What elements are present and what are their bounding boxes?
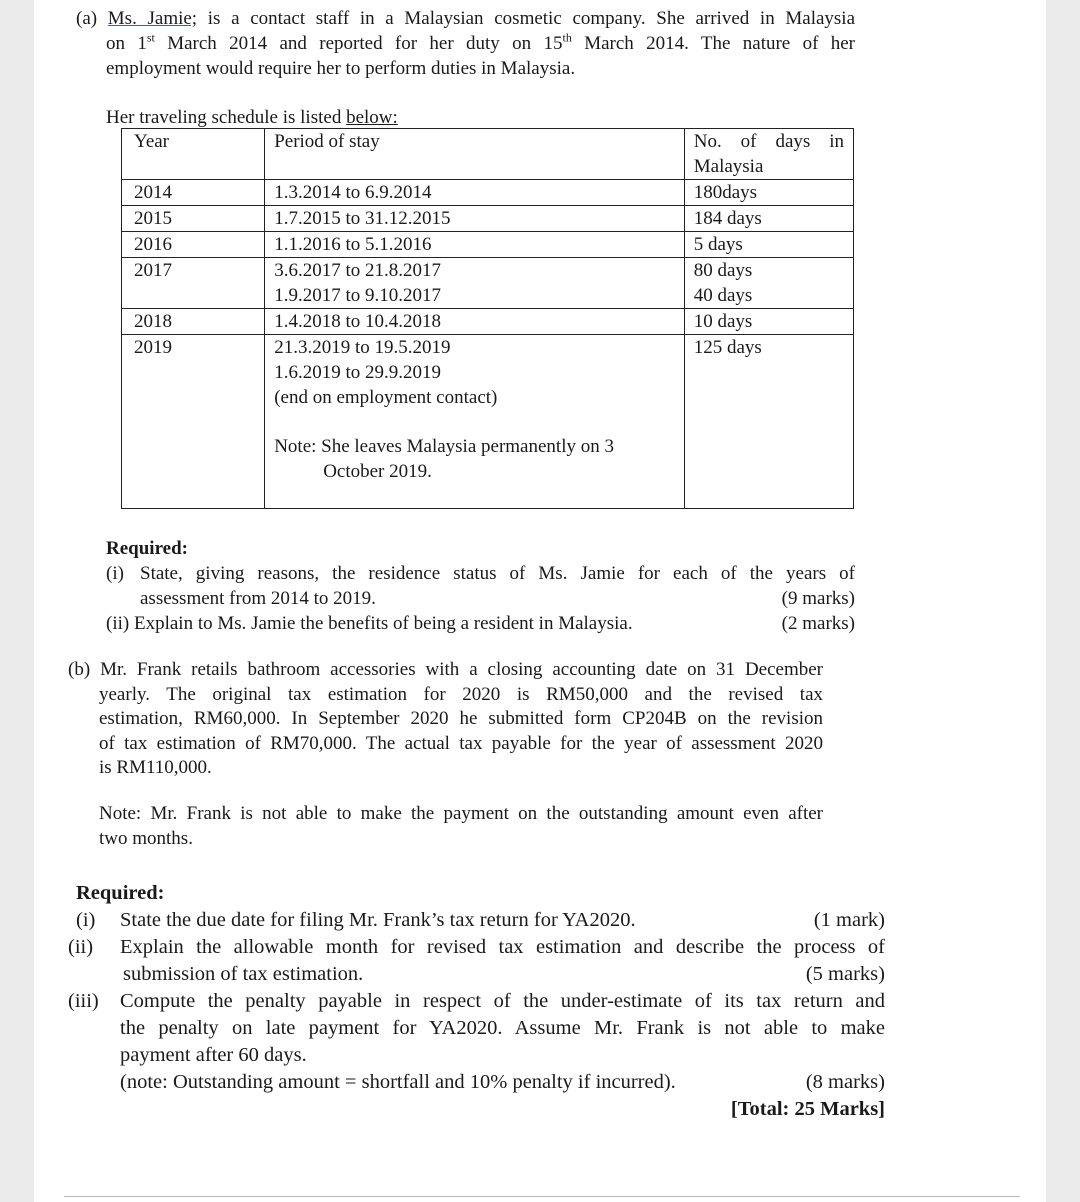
row-days: 180days — [684, 180, 853, 206]
req-b-ii — [68, 934, 885, 988]
caption-text: Her traveling schedule is listed — [106, 107, 342, 128]
part-b-required — [68, 880, 885, 1123]
table-row — [122, 335, 854, 509]
days-line: 80 days — [693, 260, 753, 281]
header-period: Period of stay — [265, 129, 685, 180]
part-b-note-line-1: Note: Mr. Frank is not able to make the payment on the outstanding amount even after — [99, 803, 823, 824]
page-divider — [64, 1196, 1020, 1197]
req-text: the penalty on late payment for YA2020. Assume Mr. Frank is not able to make — [120, 1017, 885, 1039]
row-days: 184 days — [684, 206, 853, 232]
row-period: 1.3.2014 to 6.9.2014 — [265, 180, 685, 206]
line2-mid: March 2014 and reported for her duty on 15 — [154, 33, 563, 54]
row-year: 2019 — [122, 335, 265, 509]
name-ms-jamie: Ms. Jamie; — [107, 8, 198, 29]
sup-st: st — [146, 30, 155, 45]
req-text: (note: Outstanding amount = shortfall and 10% penalty if incurred). — [120, 1071, 676, 1093]
row-year: 2014 — [122, 180, 265, 206]
row-period — [265, 335, 685, 509]
req-text: Explain to Ms. Jamie the benefits of being a resident in Malaysia. — [133, 613, 633, 634]
req-text: Compute the penalty payable in respect of the under-estimate of its tax return and — [120, 990, 885, 1012]
req-a-i — [106, 561, 855, 611]
part-a-intro — [76, 6, 855, 81]
period-line: 1.6.2019 to 29.9.2019 — [274, 362, 441, 383]
part-b-intro — [68, 658, 823, 781]
total-marks: [Total: 25 Marks] — [730, 1098, 885, 1120]
table-row — [122, 309, 854, 335]
sup-th: th — [562, 30, 572, 45]
req-marks: (9 marks) — [781, 588, 855, 609]
part-a-line-2 — [76, 31, 855, 56]
req-marks: (2 marks) — [781, 613, 855, 634]
caption-underlined: below: — [346, 107, 398, 128]
req-b-iii — [68, 988, 885, 1096]
req-text: payment after 60 days. — [120, 1044, 307, 1066]
req-marks: (5 marks) — [805, 963, 885, 985]
req-label: (ii) — [106, 613, 130, 634]
row-year: 2018 — [122, 309, 265, 335]
req-label: (i) — [106, 563, 124, 584]
part-b-line-3: estimation, RM60,000. In September 2020 he submitted form CP204B on the revision — [99, 708, 823, 729]
note-line-2: October 2019. — [323, 461, 432, 482]
req-text: State, giving reasons, the residence status of Ms. Jamie for each of the years of — [140, 563, 855, 584]
part-b-line-2: yearly. The original tax estimation for 2020 is RM50,000 and the revised tax — [99, 683, 823, 705]
part-a-label: (a) — [76, 8, 98, 29]
table-caption — [106, 106, 398, 130]
part-b-note — [99, 802, 823, 851]
part-b-label: (b) — [68, 659, 91, 680]
line2-post: March 2014. The nature of her — [571, 33, 856, 54]
row-days — [684, 258, 853, 309]
part-a-line-1-text: is a contact staff in a Malaysian cosmetic company. She arrived in Malaysia — [207, 8, 856, 29]
table-note — [274, 410, 675, 484]
req-b-i — [68, 907, 885, 934]
req-label: (ii) — [68, 936, 94, 958]
required-heading: Required: — [106, 538, 188, 559]
part-b-line-5: is RM110,000. — [99, 757, 212, 778]
part-a-line-1 — [76, 6, 855, 31]
row-year: 2015 — [122, 206, 265, 232]
row-period: 1.7.2015 to 31.12.2015 — [265, 206, 685, 232]
row-period: 1.4.2018 to 10.4.2018 — [265, 309, 685, 335]
req-a-ii — [106, 611, 855, 636]
req-marks: (1 mark) — [813, 909, 885, 931]
part-a-line-3: employment would require her to perform duties in Malaysia. — [106, 58, 576, 79]
row-period: 1.1.2016 to 5.1.2016 — [265, 232, 685, 258]
period-line: 1.9.2017 to 9.10.2017 — [274, 285, 441, 306]
line2-pre: on 1 — [106, 33, 147, 54]
req-text: submission of tax estimation. — [123, 963, 364, 985]
row-days: 10 days — [684, 309, 853, 335]
part-b-note-line-2: two months. — [99, 827, 193, 849]
table-header-row — [122, 129, 854, 180]
row-days: 5 days — [684, 232, 853, 258]
row-year: 2016 — [122, 232, 265, 258]
table-row — [122, 232, 854, 258]
required-heading: Required: — [76, 882, 165, 904]
part-a-required — [106, 536, 855, 636]
period-line: (end on employment contact) — [274, 387, 498, 408]
req-label: (i) — [76, 909, 96, 931]
row-period — [265, 258, 685, 309]
table-row — [122, 258, 854, 309]
part-b-line-1 — [68, 658, 823, 683]
travel-schedule-table — [121, 128, 854, 509]
days-line: 40 days — [693, 285, 753, 306]
note-line-1: Note: She leaves Malaysia permanently on 3 — [274, 436, 614, 457]
req-text: assessment from 2014 to 2019. — [140, 588, 376, 609]
req-marks: (8 marks) — [805, 1071, 885, 1093]
req-text: State the due date for filing Mr. Frank’s tax return for YA2020. — [120, 909, 636, 931]
row-days: 125 days — [684, 335, 853, 509]
req-text: Explain the allowable month for revised tax estimation and describe the process of — [120, 936, 885, 958]
req-label: (iii) — [68, 990, 99, 1012]
row-year: 2017 — [122, 258, 265, 309]
part-b-line-4: of tax estimation of RM70,000. The actual tax payable for the year of assessment 2020 — [99, 732, 823, 754]
period-line: 21.3.2019 to 19.5.2019 — [274, 337, 451, 358]
header-year: Year — [122, 129, 265, 180]
table-row — [122, 180, 854, 206]
table-row — [122, 206, 854, 232]
header-days: No. of days in Malaysia — [684, 129, 853, 180]
part-b-line-1-text: Mr. Frank retails bathroom accessories with a closing accounting date on 31 December — [100, 659, 823, 680]
period-line: 3.6.2017 to 21.8.2017 — [274, 260, 441, 281]
